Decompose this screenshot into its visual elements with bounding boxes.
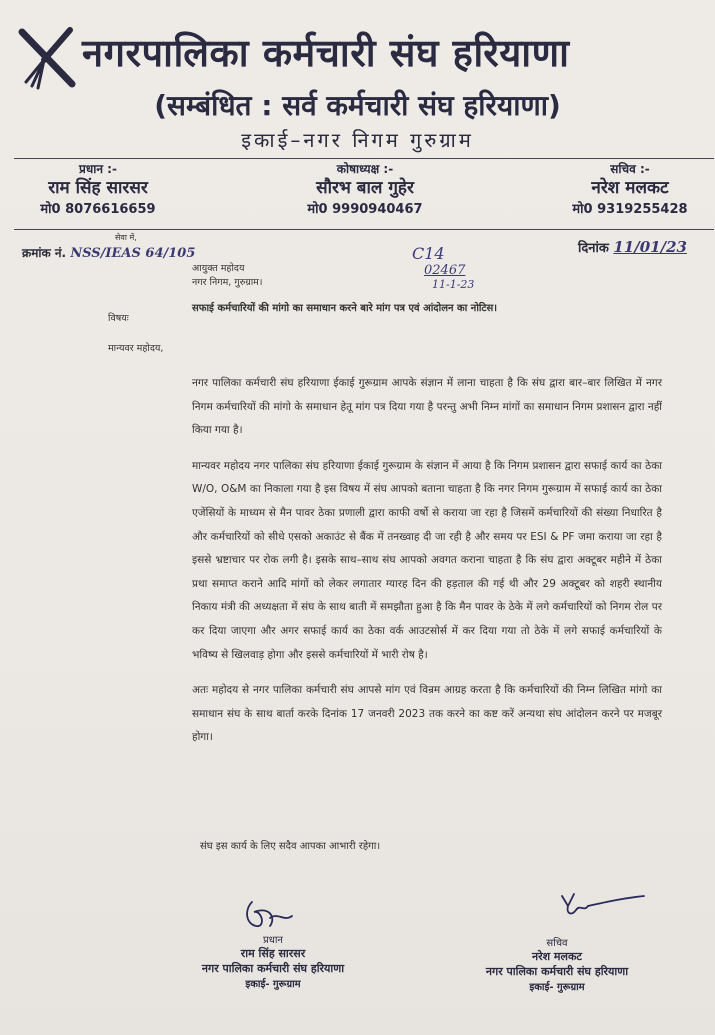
header-divider — [14, 158, 714, 159]
recipient-address — [192, 262, 262, 290]
officers-divider — [14, 229, 714, 230]
reference-line — [22, 244, 195, 261]
receipt-stamp — [412, 244, 474, 291]
signatory-unit: इकाई- गुरूग्राम — [245, 979, 301, 990]
stamp-number: 02467 — [424, 263, 466, 278]
closing-line: संघ इस कार्य के लिए सदैव आपका आभारी रहेगा। — [200, 841, 381, 852]
stamp-code: C14 — [412, 244, 445, 263]
date-label: दिनांक — [578, 241, 609, 256]
salutation: मान्यवर महोदय, — [108, 343, 164, 354]
letterhead-affiliation: (सम्बंधित : सर्व कर्मचारी संघ हरियाणा) — [154, 89, 561, 122]
crossed-broom-emblem-icon — [14, 22, 84, 92]
signatory-unit: इकाई- गुरूग्राम — [529, 982, 585, 993]
secretary-signature-icon — [558, 888, 648, 920]
signatory-org: नगर पालिका कर्मचारी संघ हरियाणा — [485, 965, 629, 978]
officer-treasurer — [285, 160, 445, 217]
salutation-to: सेवा में, — [115, 233, 137, 242]
signatory-name: राम सिंह सारसर — [240, 947, 306, 960]
body-paragraph: अतः महोदय से नगर पालिका कर्मचारी संघ आपसे मांग एवं विन्रम आग्रह करता है कि कर्मचारियों की निम्न लिखित मांगो का समाधान संघ के साथ बार्ता करके दिनांक 17 जनवरी 2023 तक करने का कष्ट करें अन्यथा संघ आंदोलन करने पर मजबूर होगा। — [192, 684, 662, 744]
officer-name: नरेश मलकट — [591, 178, 669, 198]
signatory-role: प्रधान — [263, 935, 283, 946]
recipient-line: आयुक्त महोदय — [192, 263, 245, 274]
signatory-name: नरेश मलकट — [532, 950, 582, 963]
officer-phone: मो0 9990940467 — [307, 202, 423, 217]
body-paragraph: मान्यवर महोदय नगर पालिका संघ हरियाणा ईकाई गुरूग्राम के संज्ञान में आया है कि निगम प्रशासन द्वारा सफाई कार्य का ठेका W/O, O&M का निकाला गया है इस विषय में संघ आपको बताना चाहता है कि नगर निगम गुरूग्राम में सफाई कार्य का ठेका एजेंसियों के माध्यम से मैन पावर ठेका प्रणाली द्वारा काफी वर्षो से कराया जा रहा है जिसमें कर्मचारियों की संख्या निधारित है और कर्मचारियों को सीधे एसको अकाउंट से बैंक में तनख्वाह दी जा रही है और समय पर ESI & PF जमा कराया जा रहा है इससे भ्रष्टाचार पर रोक लगी है। इसके साथ–साथ संघ आपको अवगत कराना चाहता है कि संघ द्वारा अक्टूबर महीने में ठेका प्रथा समाप्त कराने आदि मांगों को लेकर लगातार ग्यारह दिन की हड़ताल की गई थी और 29 अक्टूबर को शहरी स्थानीय निकाय मंत्री की अध्यक्षता में संघ के साथ बाती में समझौता हुआ है कि मैन पावर के ठेके में लगे कर्मचारियों को निगम रोल पर कर दिया जाएगा और अगर सफाई कार्य का ठेका वर्क आउटसोर्स में कर दिया गया तो ठेके में लगे सफाई कर्मचारियों के भविष्य से खिलवाड़ होगा और इससे कर्मचारियों में भारी रोष है। — [192, 459, 662, 661]
signatory-org: नगर पालिका कर्मचारी संघ हरियाणा — [201, 962, 345, 975]
date-value: 11/01/23 — [613, 238, 687, 256]
recipient-line: नगर निगम, गुरुग्राम। — [192, 277, 263, 288]
officer-phone: मो0 9319255428 — [572, 202, 688, 217]
officer-role: सचिव :- — [610, 162, 650, 176]
reference-label: क्रमांक नं. — [22, 246, 67, 260]
officer-role: प्रधान :- — [79, 162, 117, 176]
subject-text: सफाई कर्मचारियों की मांगो का समाधान करने बारे मांग पत्र एवं आंदोलन का नोटिस। — [192, 303, 498, 314]
signatory-role: सचिव — [546, 938, 568, 949]
officer-name: सौरभ बाल गुहेर — [316, 178, 414, 198]
date-line — [578, 238, 687, 256]
officer-role: कोषाध्यक्ष :- — [336, 162, 394, 176]
officer-name: राम सिंह सारसर — [48, 178, 148, 198]
officer-secretary — [555, 160, 705, 217]
reference-number: NSS/IEAS 64/105 — [70, 246, 196, 261]
letter-body — [192, 372, 662, 762]
stamp-date: 11-1-23 — [432, 278, 475, 291]
letterhead-org-name: नगरपालिका कर्मचारी संघ हरियाणा — [82, 31, 570, 75]
body-paragraph: नगर पालिका कर्मचारी संघ हरियाणा ईकाई गुरूग्राम आपके संज्ञान में लाना चाहता है कि संघ द्वारा बार–बार लिखित में नगर निगम कर्मचारियों की मांगो के समाधान हेतू मांग पत्र दिया गया है परन्तु अभी निम्न मांगों का समाधान निगम प्रशासन द्वारा नहीं किया गया है। — [192, 377, 662, 437]
officer-president — [18, 160, 178, 217]
signature-block-president — [168, 932, 378, 990]
letterhead-unit: इकाई–नगर निगम गुरुग्राम — [241, 128, 474, 152]
officer-phone: मो0 8076616659 — [40, 202, 156, 217]
president-signature-icon — [240, 896, 300, 936]
subject-label: विषयः — [108, 313, 129, 324]
signature-block-secretary — [452, 935, 662, 993]
